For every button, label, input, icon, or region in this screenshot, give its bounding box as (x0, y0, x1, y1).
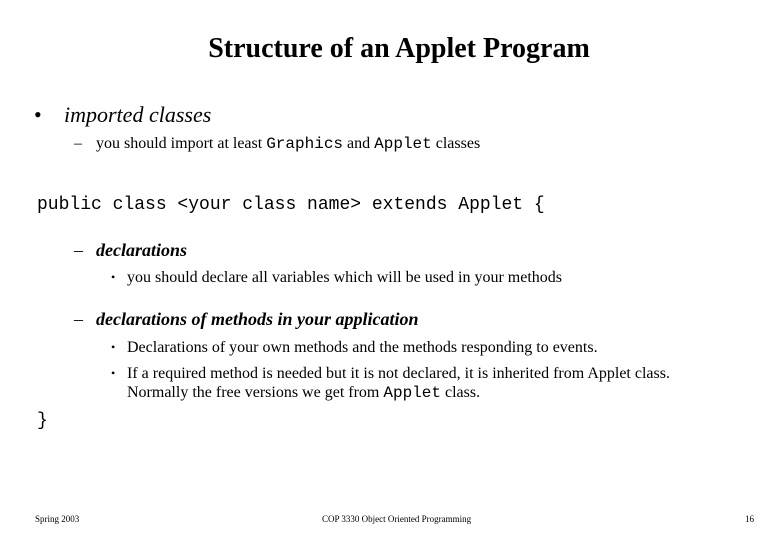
dot-marker: • (111, 366, 116, 380)
closing-brace: } (37, 411, 48, 431)
cont-text-after: class. (440, 384, 481, 401)
cont-text-before: Normally the free versions we get from (127, 384, 384, 401)
method-declarations-heading (74, 308, 419, 330)
slide-title: Structure of an Applet Program (208, 33, 590, 64)
method-declarations-continuation (127, 383, 480, 403)
item-text: Declarations of your own methods and the methods responding to events. (127, 339, 598, 356)
dot-marker: • (111, 270, 116, 284)
dash-marker: – (74, 240, 83, 260)
method-declarations-item (111, 337, 598, 358)
bullet-marker: • (34, 102, 42, 127)
bullet-imported-classes (34, 101, 211, 129)
sub-text-mid: and (343, 135, 375, 152)
sub-text-after: classes (431, 135, 481, 152)
sub-bullet-import (74, 134, 480, 154)
method-declarations-item (111, 363, 670, 384)
footer-page-number: 16 (745, 514, 754, 524)
dash-marker: – (74, 135, 82, 152)
sub-text-before: you should import at least (96, 135, 267, 152)
heading-text: declarations of methods in your application (96, 309, 419, 329)
code-applet: Applet (383, 384, 441, 402)
heading-text: declarations (96, 240, 188, 260)
declarations-item (111, 267, 562, 288)
dash-marker: – (74, 309, 83, 329)
bullet-text: imported classes (64, 102, 212, 127)
item-text: you should declare all variables which will be used in your methods (127, 269, 563, 286)
code-graphics: Graphics (266, 135, 344, 153)
declarations-heading (74, 239, 187, 261)
item-text: If a required method is needed but it is not declared, it is inherited from Applet class. (127, 365, 670, 382)
dot-marker: • (111, 340, 116, 354)
footer-course: COP 3330 Object Oriented Programming (322, 514, 472, 524)
code-applet: Applet (374, 135, 432, 153)
footer-date: Spring 2003 (35, 514, 80, 524)
class-declaration-code: public class <your class name> extends Applet { (37, 195, 545, 215)
